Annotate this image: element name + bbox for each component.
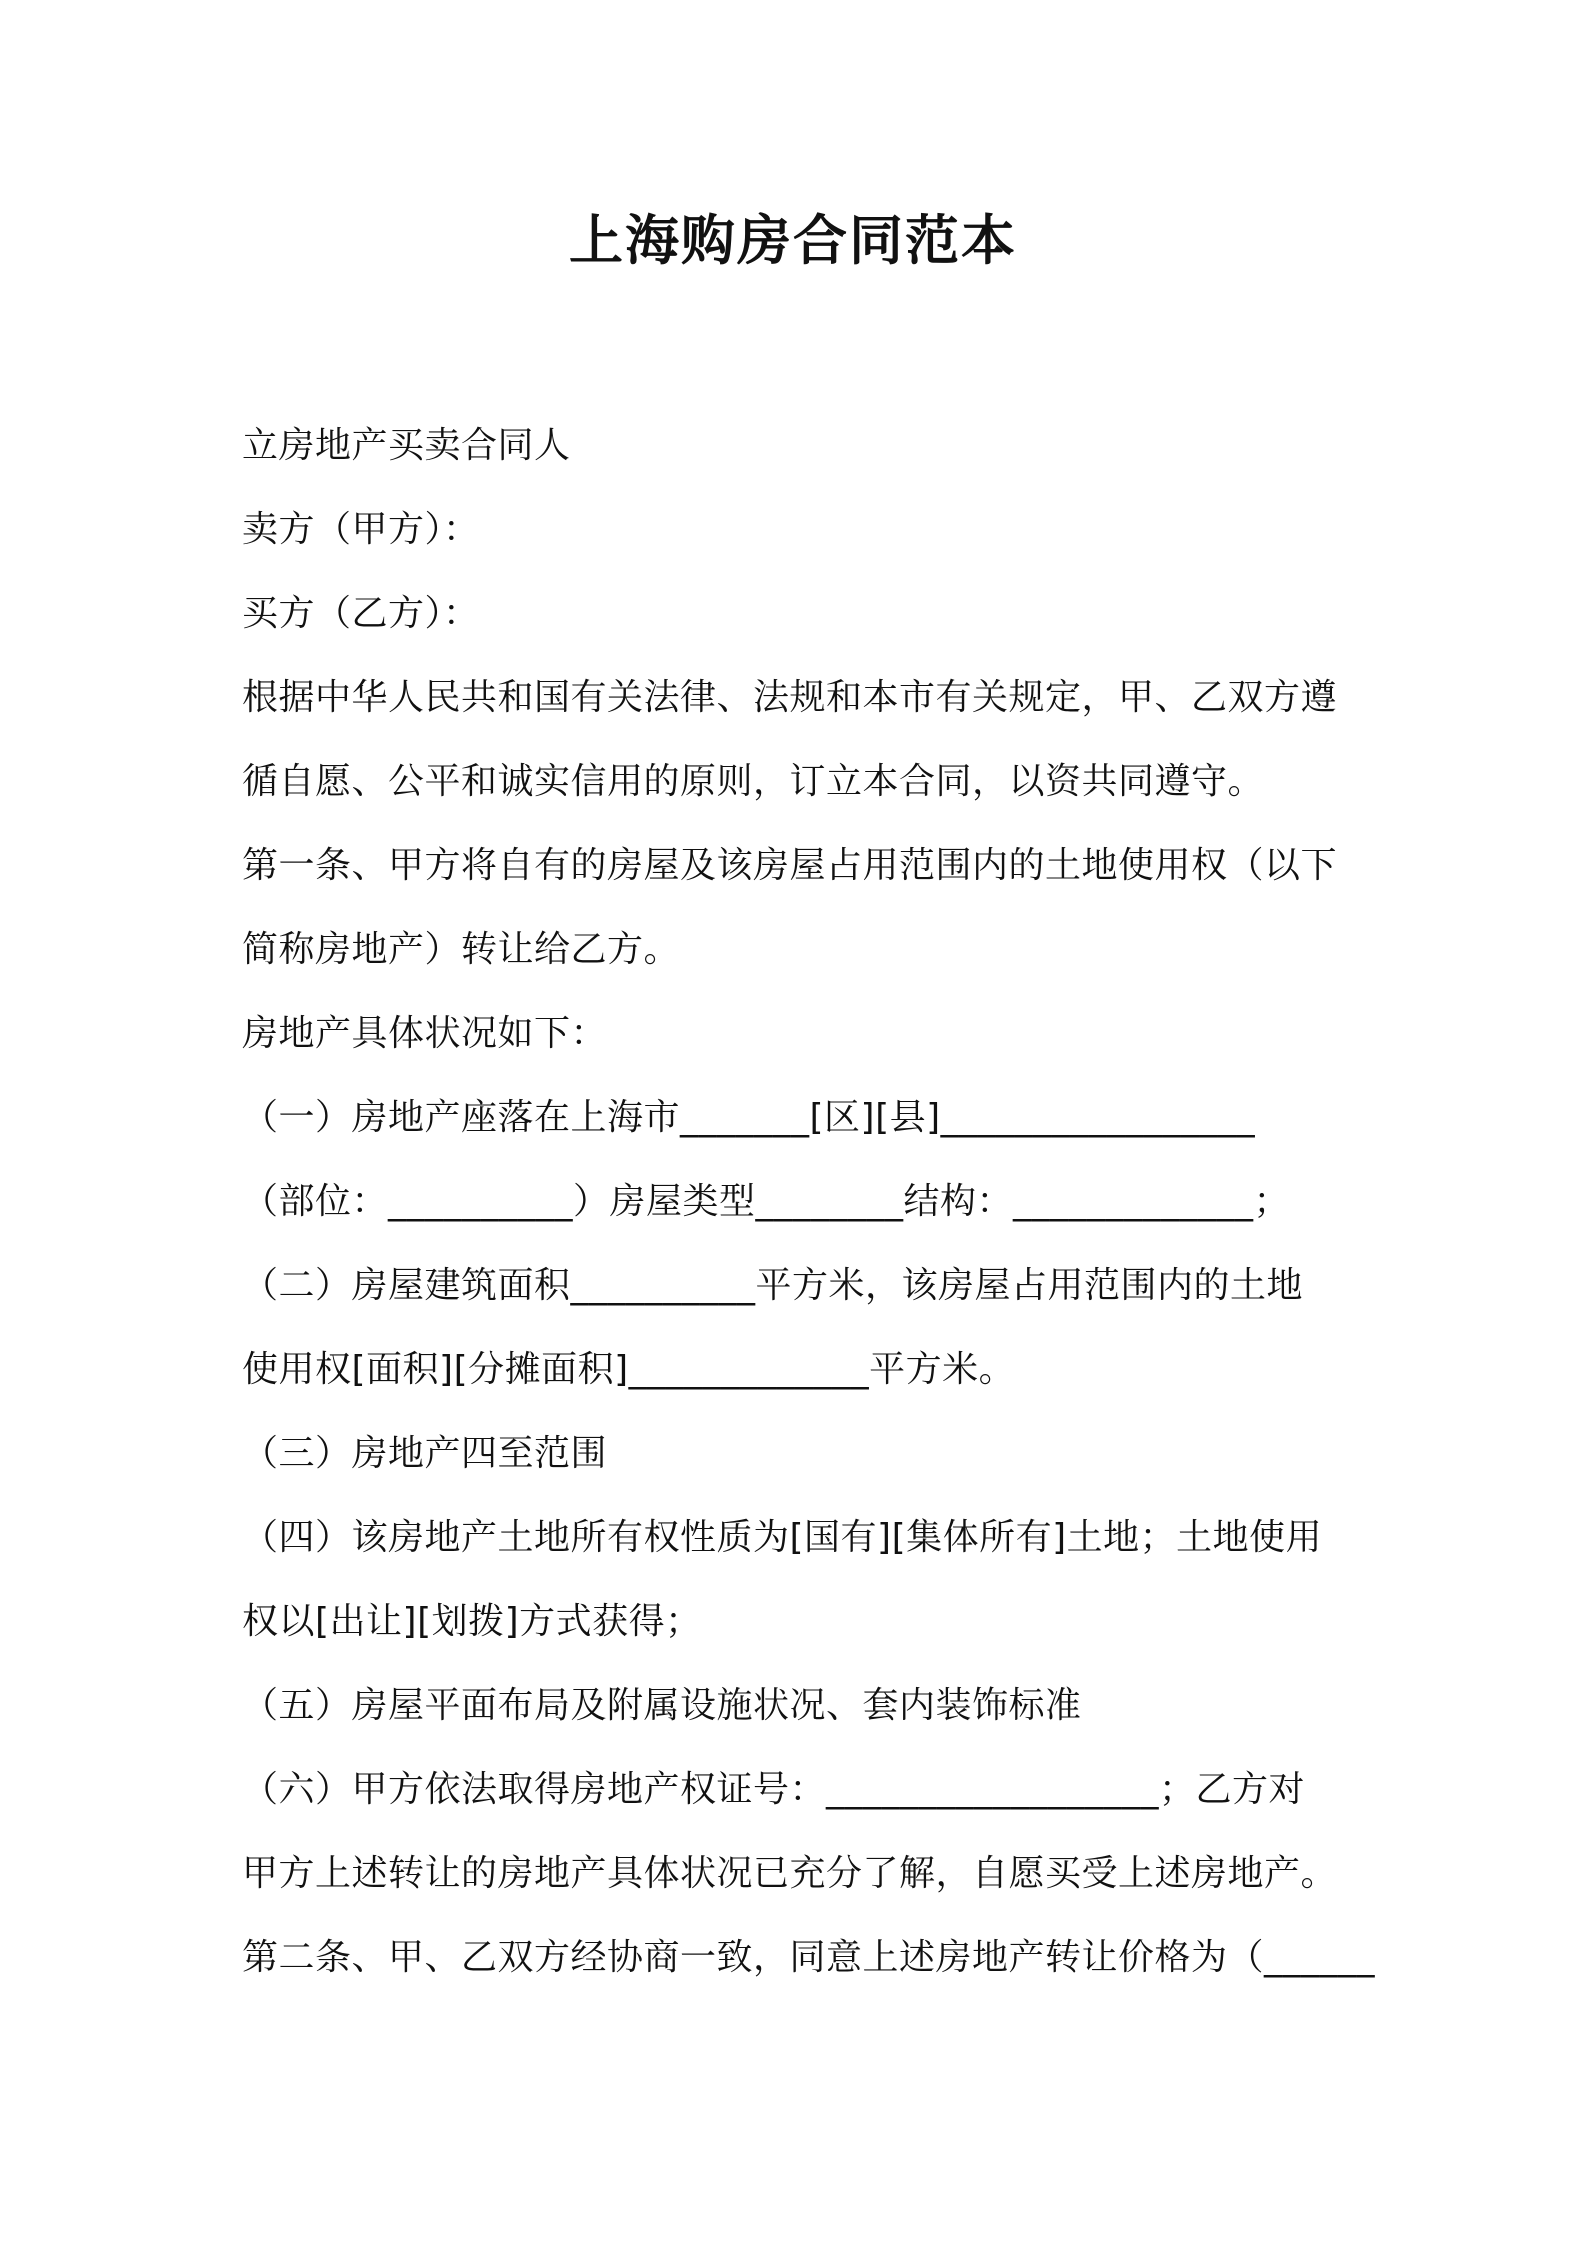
paragraph-line: 立房地产买卖合同人 <box>242 425 571 466</box>
paragraph-line: 简称房地产）转让给乙方。 <box>242 929 681 970</box>
paragraph-line: 循自愿、公平和诚实信用的原则，订立本合同，以资共同遵守。 <box>242 761 1265 802</box>
document-body <box>242 404 1376 2000</box>
paragraph-line: （一）房地产座落在上海市_______[区][县]_________________ <box>242 1097 1256 1138</box>
paragraph-line: （三）房地产四至范围 <box>242 1433 608 1474</box>
paragraph-line: 第一条、甲方将自有的房屋及该房屋占用范围内的土地使用权（以下 <box>242 845 1338 886</box>
paragraph-line: 根据中华人民共和国有关法律、法规和本市有关规定，甲、乙双方遵 <box>242 677 1338 718</box>
document-title: 上海购房合同范本 <box>569 209 1017 272</box>
paragraph-line: 使用权[面积][分摊面积]_____________平方米。 <box>242 1349 1016 1390</box>
paragraph-line: （二）房屋建筑面积__________平方米，该房屋占用范围内的土地 <box>242 1265 1304 1306</box>
paragraph-line: 甲方上述转让的房地产具体状况已充分了解，自愿买受上述房地产。 <box>242 1853 1338 1894</box>
paragraph-line: 第二条、甲、乙双方经协商一致，同意上述房地产转让价格为（______ <box>242 1937 1376 1978</box>
paragraph-line: （六）甲方依法取得房地产权证号：__________________；乙方对 <box>242 1769 1306 1810</box>
paragraph-line: （四）该房地产土地所有权性质为[国有][集体所有]土地；土地使用 <box>242 1517 1323 1558</box>
paragraph-line: （部位：__________）房屋类型________结构：_____________； <box>242 1181 1291 1222</box>
paragraph-line: 卖方（甲方）： <box>242 509 480 550</box>
paragraph-line: 房地产具体状况如下： <box>242 1013 608 1054</box>
paragraph-line: 买方（乙方）： <box>242 593 480 634</box>
paragraph-line: 权以[出让][划拨]方式获得； <box>242 1601 702 1642</box>
paragraph-line: （五）房屋平面布局及附属设施状况、套内装饰标准 <box>242 1685 1082 1726</box>
